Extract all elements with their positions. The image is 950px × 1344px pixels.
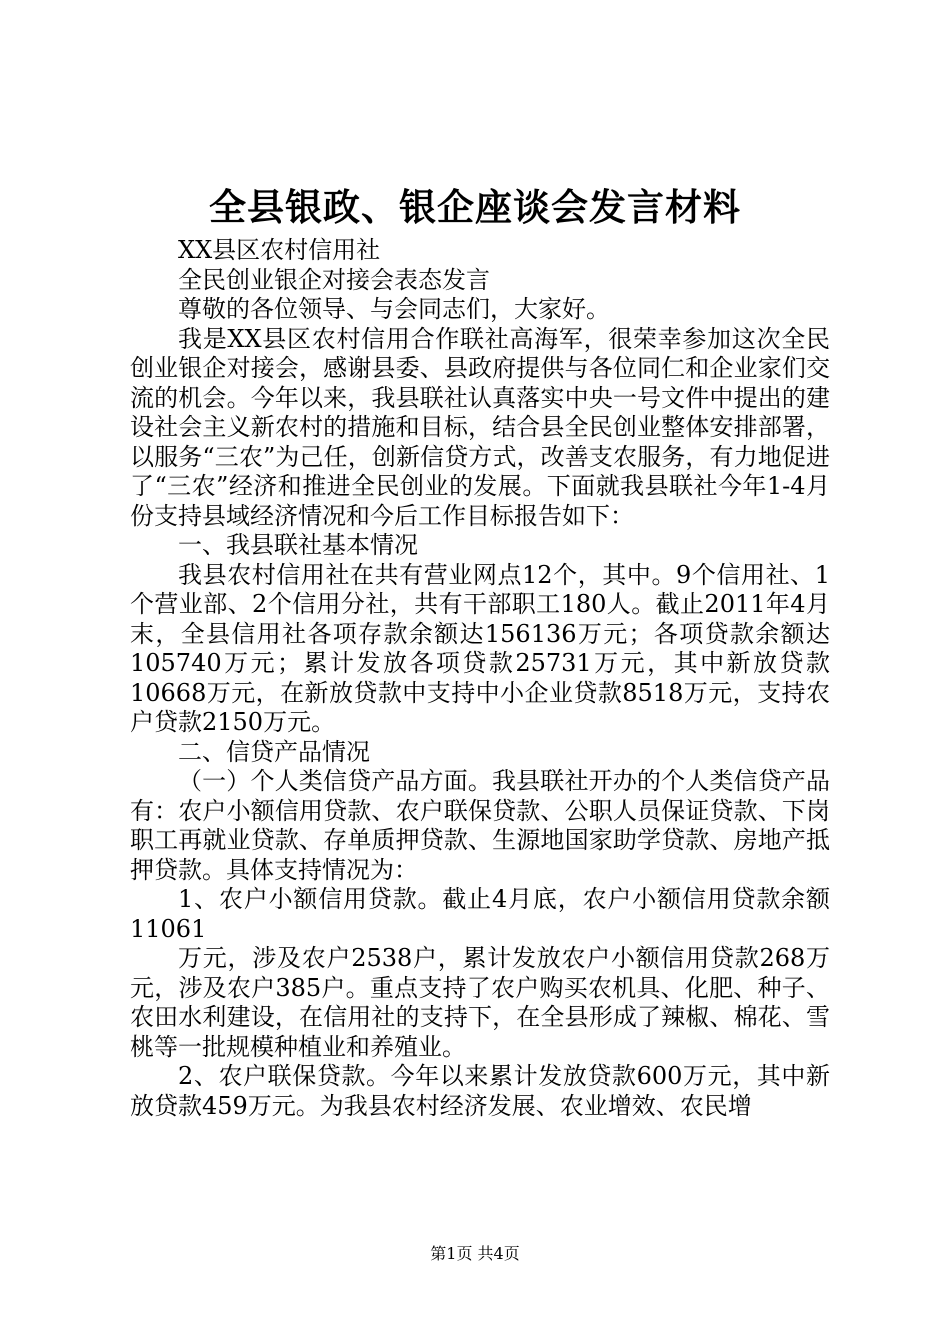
paragraph-intro: 我是XX县区农村信用合作联社高海军，很荣幸参加这次全民创业银企对接会，感谢县委、县政府提供与各位同仁和企业家们交流的机会。今年以来，我县联社认真落实中央一号文件中提出的建设社会主义新农村的措施和目标，结合县全民创业整体安排部署，以服务“三农”为己任，创新信贷方式，改善支农服务，有力地促进了“三农”经济和推进全民创业的发展。下面就我县联社今年1-4月份支持县域经济情况和今后工作目标报告如下： — [130, 324, 830, 530]
paragraph-item-1: 1、农户小额信用贷款。截止4月底，农户小额信用贷款余额11061 — [130, 885, 830, 943]
section-heading-1: 一、我县联社基本情况 — [178, 531, 418, 559]
paragraph-org: XX县区农村信用社 — [178, 236, 381, 264]
paragraph-item-2: 2、农户联保贷款。今年以来累计发放贷款600万元，其中新放贷款459万元。为我县农村经济发展、农业增效、农民增 — [130, 1062, 830, 1120]
document-title: 全县银政、银企座谈会发言材料 — [209, 185, 741, 229]
paragraph-personal-products: （一）个人类信贷产品方面。我县联社开办的个人类信贷产品有：农户小额信用贷款、农户联保贷款、公职人员保证贷款、下岗职工再就业贷款、存单质押贷款、生源地国家助学贷款、房地产抵押贷款。具体支持情况为： — [130, 767, 830, 884]
paragraph-greeting: 尊敬的各位领导、与会同志们，大家好。 — [178, 295, 610, 323]
document-body — [130, 236, 830, 1121]
paragraph-subtitle: 全民创业银企对接会表态发言 — [178, 265, 490, 294]
section-heading-2: 二、信贷产品情况 — [178, 737, 370, 766]
page-footer: 第1页 共4页 — [430, 1244, 520, 1263]
paragraph-basic-info: 我县农村信用社在共有营业网点12个，其中。9个信用社、1个营业部、2个信用分社，共有干部职工180人。截止2011年4月末，全县信用社各项存款余额达156136万元；各项贷款余额达105740万元；累计发放各项贷款25731万元，其中新放贷款10668万元，在新放贷款中支持中小企业贷款8518万元，支持农户贷款2150万元。 — [130, 560, 830, 736]
paragraph-item-1-cont: 万元，涉及农户2538户，累计发放农户小额信用贷款268万元，涉及农户385户。重点支持了农户购买农机具、化肥、种子、农田水利建设，在信用社的支持下，在全县形成了辣椒、棉花、雪桃等一批规模种植业和养殖业。 — [130, 944, 830, 1061]
